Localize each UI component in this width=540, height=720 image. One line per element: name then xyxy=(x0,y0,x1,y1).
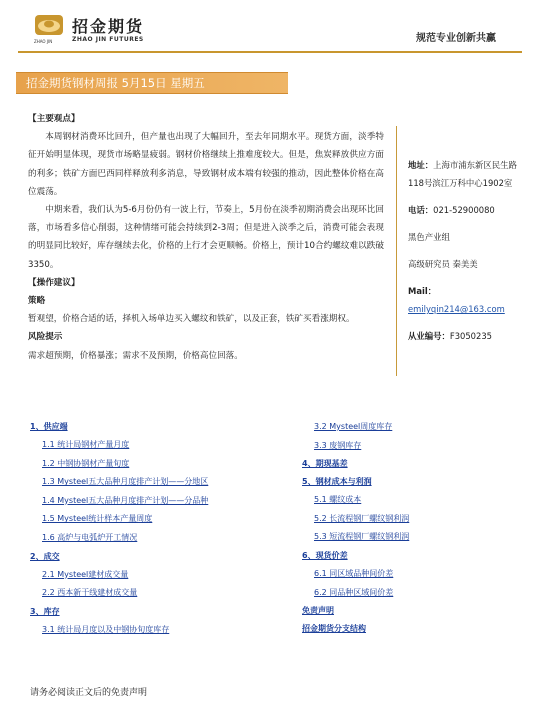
toc-subsection-link[interactable]: 3.3 废钢库存 xyxy=(314,440,362,450)
toc-right-column xyxy=(302,418,522,638)
toc-section-link[interactable]: 2、成交 xyxy=(30,551,60,561)
toc-subsection-link[interactable]: 1.1 统计局钢材产量月度 xyxy=(42,440,130,449)
toc-subsection-link[interactable]: 1.3 Mysteel五大品种月度排产计划——分地区 xyxy=(42,477,209,487)
disclaimer-note: 请务必阅读正文后的免责声明 xyxy=(30,688,148,698)
logo-english-small: ZHAO JIN xyxy=(34,39,53,44)
paragraph-midterm-view: 中期来看，我们认为5-6月份仍有一波上行，节奏上，5月份在淡季初期消费会出现环比回落，市场看多信心削弱，这种情绪可能会持续到2-3周；但是进入淡季之后，消费可能会表现的明显同比较好，库存继续去化，价格的上行才会更顺畅。价格上，预计10合约螺纹难以跌破3350。 xyxy=(28,205,384,270)
company-logo xyxy=(34,14,154,44)
toc-subsection-link[interactable]: 1.4 Mysteel五大品种月度排产计划——分品种 xyxy=(42,495,209,505)
toc-section-link[interactable]: 5、钢材成本与利润 xyxy=(302,477,372,487)
logo-ingot-icon xyxy=(34,14,64,38)
toc-section-link[interactable]: 6、现货价差 xyxy=(302,550,348,560)
toc-subsection-link[interactable]: 3.1 统计局月度以及中钢协旬度库存 xyxy=(42,624,170,634)
license-value: F3050235 xyxy=(449,331,492,341)
department: 黑色产业组 xyxy=(408,232,450,242)
address-value: 上海市浦东新区民生路118号滨江万科中心1902室 xyxy=(408,160,517,188)
strategy-label: 策略 xyxy=(28,296,46,307)
phone-value: 021-52900080 xyxy=(433,205,495,215)
toc-subsection-link[interactable]: 3.2 Mysteel周度库存 xyxy=(314,422,393,431)
toc-subsection-link[interactable]: 2.1 Mysteel建材成交量 xyxy=(42,569,129,579)
risk-label: 风险提示 xyxy=(28,332,63,343)
toc-subsection-link[interactable]: 1.6 高炉与电弧炉开工情况 xyxy=(42,532,138,542)
sidebar-divider xyxy=(396,126,397,376)
toc-section-link[interactable]: 1、供应端 xyxy=(30,422,68,431)
license-label: 从业编号： xyxy=(408,331,450,341)
company-slogan: 规范专业创新共赢 xyxy=(416,33,496,44)
toc-subsection-link[interactable]: 2.2 西本新干线建材成交量 xyxy=(42,588,138,598)
toc-subsection-link[interactable]: 1.5 Mysteel统计样本产量周度 xyxy=(42,514,153,524)
toc-section-link[interactable]: 3、库存 xyxy=(30,606,60,616)
email-link[interactable]: emilyqin214@163.com xyxy=(408,304,505,314)
toc-left-column xyxy=(30,418,280,639)
toc-section-link[interactable]: 4、期现基差 xyxy=(302,459,348,469)
section-heading-key-views: 【主要观点】 xyxy=(28,114,80,124)
address-label: 地址： xyxy=(408,160,434,170)
logo-english-name: ZHAO JIN FUTURES xyxy=(72,36,144,43)
paragraph-weekly-view: 本周钢材消费环比回升，但产量也出现了大幅回升，至去年同期水平。现货方面，淡季特征开始明显体现，现货市场略显疲弱。钢材价格继续上推难度较大。但是，焦炭释放供应方面的利多；铁矿方面巴西同样释放利多消息，导致钢材成本端有较强的推动，因此整体价格在高位震荡。 xyxy=(28,132,384,197)
toc-section-link[interactable]: 免责声明 xyxy=(302,606,334,616)
toc-section-link[interactable]: 招金期货分支结构 xyxy=(302,624,366,634)
report-title-bar xyxy=(16,72,288,94)
section-heading-advice: 【操作建议】 xyxy=(28,277,80,288)
toc-subsection-link[interactable]: 1.2 中钢协钢材产量旬度 xyxy=(42,458,130,468)
mail-label: Mail： xyxy=(408,286,437,296)
address-block xyxy=(408,156,524,192)
main-content xyxy=(28,110,384,365)
strategy-text: 暂观望，价格合适的话，择机入场单边买入螺纹和铁矿，以及正套，铁矿买看涨期权。 xyxy=(28,314,355,325)
phone-label: 电话： xyxy=(408,205,434,215)
toc-subsection-link[interactable]: 5.1 螺纹成本 xyxy=(314,495,362,505)
report-title: 招金期货钢材周报 5月15日 星期五 xyxy=(26,76,205,90)
contact-sidebar xyxy=(408,156,524,354)
toc-subsection-link[interactable]: 5.2 长流程钢厂螺纹钢利润 xyxy=(314,513,410,523)
phone-block xyxy=(408,201,524,219)
toc-subsection-link[interactable]: 5.3 短流程钢厂螺纹钢利润 xyxy=(314,532,410,542)
risk-text: 需求超预期，价格暴涨；需求不及预期，价格高位回落。 xyxy=(28,350,243,361)
toc-subsection-link[interactable]: 6.2 同品种区域间价差 xyxy=(314,587,394,597)
researcher: 高级研究员 秦美美 xyxy=(408,259,478,269)
logo-chinese-name: 招金期货 xyxy=(72,17,145,36)
toc-subsection-link[interactable]: 6.1 同区域品种间价差 xyxy=(314,568,394,578)
license-block xyxy=(408,327,524,345)
page-header xyxy=(0,0,540,60)
header-rule xyxy=(18,51,522,53)
